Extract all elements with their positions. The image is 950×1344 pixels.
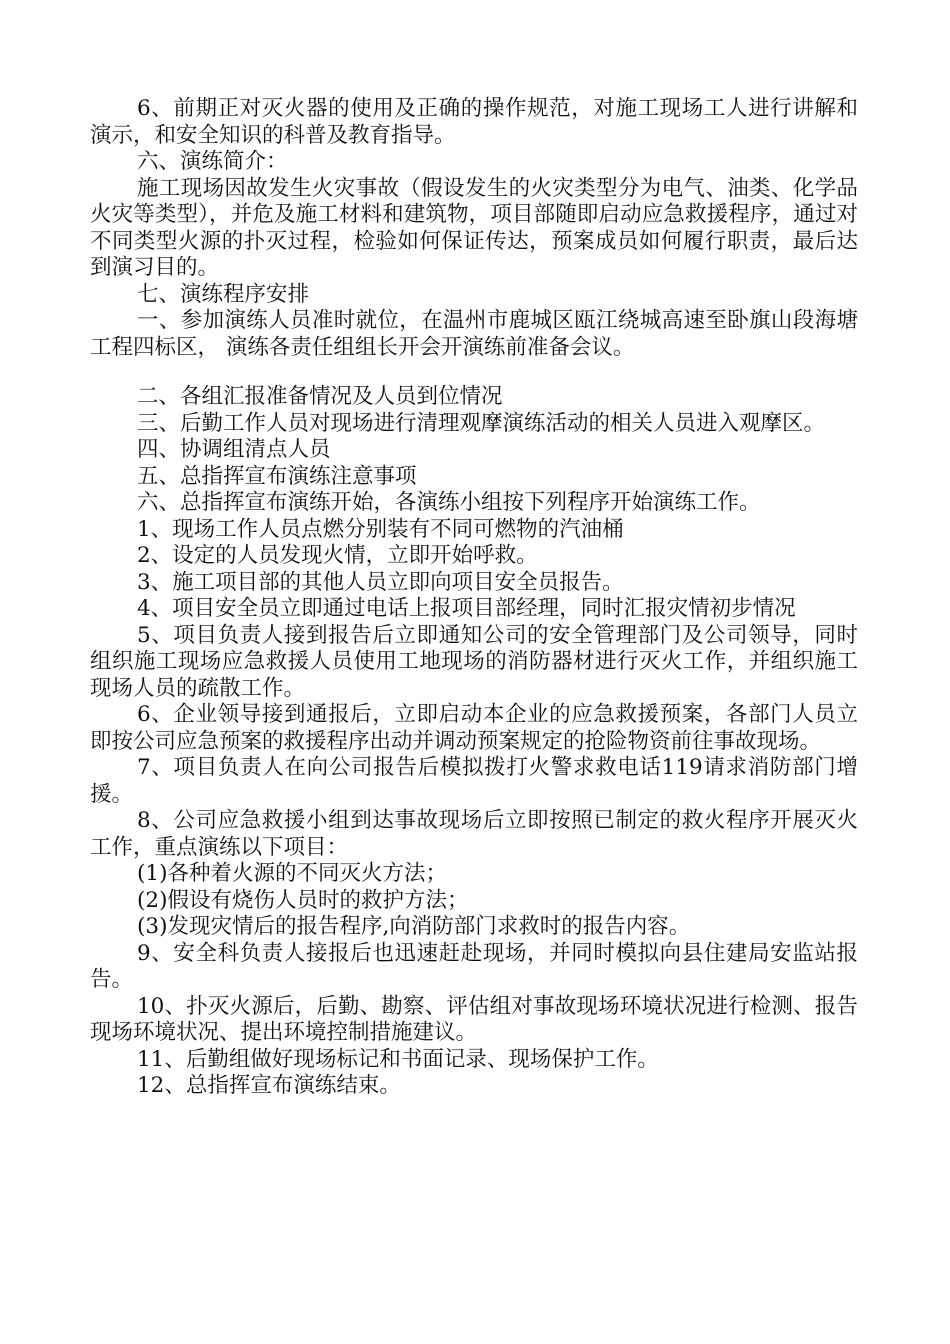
paragraph-procedure-3: 三、后勤工作人员对现场进行清理观摩演练活动的相关人员进入观摩区。 — [137, 410, 826, 436]
paragraph-procedure-2: 二、各组汇报准备情况及人员到位情况 — [137, 384, 503, 409]
paragraph-step-11: 11、后勤组做好现场标记和书面记录、现场保护工作。 — [137, 1046, 659, 1072]
paragraph-procedure-1: 一、参加演练人员准时就位，在温州市鹿城区瓯江绕城高速至卧旗山段海塘工程四标区， 演练各责任组组长开会开演练前准备会议。 — [90, 308, 858, 360]
paragraph-step-7: 7、项目负责人在向公司报告后模拟拨打火警求救电话119请求消防部门增援。 — [90, 755, 858, 807]
paragraph-step-1: 1、现场工作人员点燃分别装有不同可燃物的汽油桶 — [137, 516, 624, 542]
paragraph-step-8-item-2: (2)假设有烧伤人员时的救护方法； — [137, 887, 469, 913]
paragraph-step-6: 6、企业领导接到通报后，立即启动本企业的应急救援预案，各部门人员立即按公司应急预案的救援程序出动并调动预案规定的抢险物资前往事故现场。 — [90, 702, 858, 754]
paragraph-item-6-training: 6、前期正对灭火器的使用及正确的操作规范，对施工现场工人进行讲解和演示，和安全知识的科普及教育指导。 — [90, 96, 858, 148]
paragraph-drill-intro: 施工现场因故发生火灾事故（假设发生的火灾类型分为电气、油类、化学品火灾等类型），并危及施工材料和建筑物，项目部随即启动应急救援程序，通过对不同类型火源的扑灭过程，检验如何保证传达，预案成员如何履行职责，最后达到演习目的。 — [90, 175, 858, 280]
paragraph-step-3: 3、施工项目部的其他人员立即向项目安全员报告。 — [137, 569, 624, 595]
paragraph-procedure-6: 六、总指挥宣布演练开始，各演练小组按下列程序开始演练工作。 — [137, 490, 761, 515]
paragraph-step-9: 9、安全科负责人接报后也迅速赶赴现场，并同时模拟向县住建局安监站报告。 — [90, 940, 858, 992]
paragraph-procedure-5: 五、总指挥宣布演练注意事项 — [137, 463, 417, 489]
paragraph-step-4: 4、项目安全员立即通过电话上报项目部经理，同时汇报灾情初步情况 — [137, 596, 796, 621]
section-heading-drill-procedure: 七、演练程序安排 — [137, 281, 310, 307]
paragraph-step-12: 12、总指挥宣布演练结束。 — [137, 1073, 401, 1098]
document-body — [90, 96, 858, 1100]
paragraph-step-8-item-1: (1)各种着火源的不同灭火方法； — [137, 861, 447, 886]
section-heading-drill-intro: 六、演练简介： — [137, 149, 288, 174]
paragraph-step-8: 8、公司应急救援小组到达事故现场后立即按照已制定的救火程序开展灭火工作，重点演练以下项目： — [90, 808, 858, 860]
paragraph-step-10: 10、扑灭火源后，后勤、勘察、评估组对事故现场环境状况进行检测、报告现场环境状况、提出环境控制措施建议。 — [90, 993, 858, 1045]
paragraph-procedure-4: 四、协调组清点人员 — [137, 437, 331, 462]
paragraph-step-5: 5、项目负责人接到报告后立即通知公司的安全管理部门及公司领导，同时组织施工现场应急救援人员使用工地现场的消防器材进行灭火工作，并组织施工现场人员的疏散工作。 — [90, 622, 858, 701]
paragraph-step-8-item-3: (3)发现灾情后的报告程序,向消防部门求救时的报告内容。 — [137, 914, 691, 939]
paragraph-step-2: 2、设定的人员发现火情，立即开始呼救。 — [137, 543, 538, 568]
